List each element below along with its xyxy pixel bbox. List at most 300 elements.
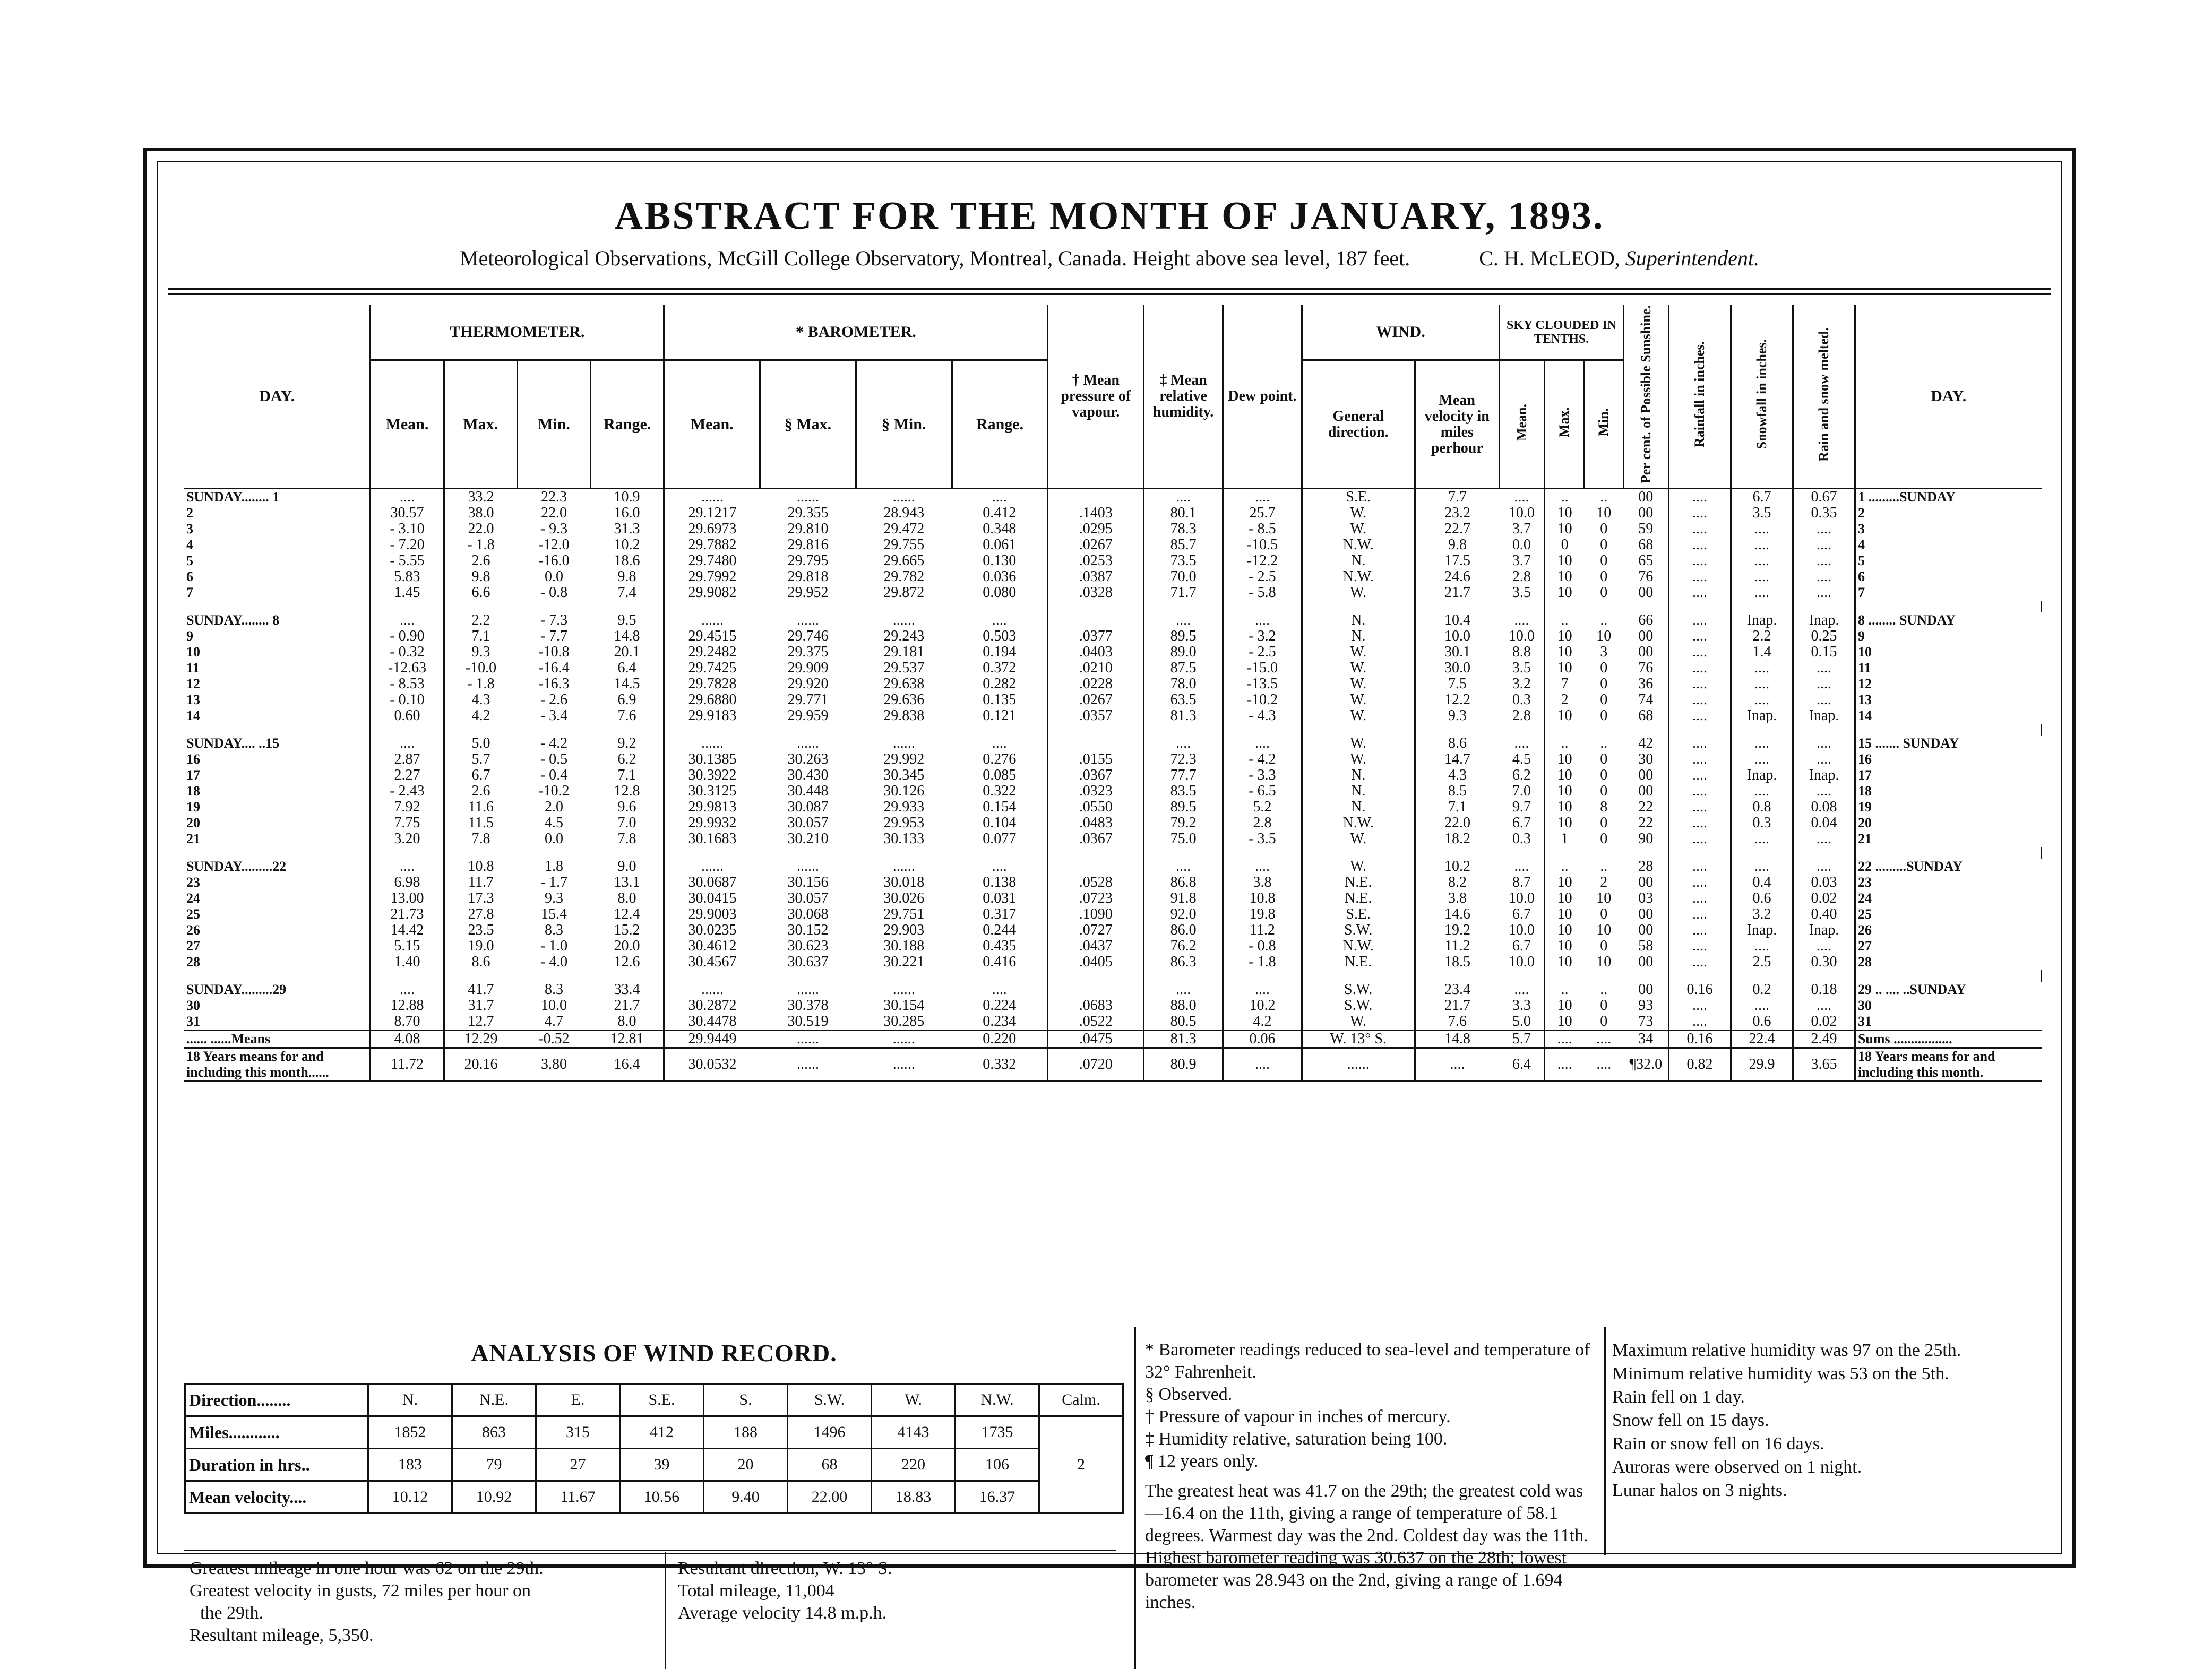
summary-cell: 0.16 (1669, 1031, 1731, 1048)
data-cell: 6.7 (1731, 489, 1793, 506)
data-cell: 30.154 (883, 998, 925, 1014)
summary-rows (184, 1031, 2042, 1082)
footnote-line: ‡ Humidity relative, saturation being 100. (1145, 1429, 1448, 1449)
data-cell: 29.6880 (688, 692, 737, 708)
footnote-line: * Barometer readings reduced to sea-level and temperature of 32° Fahrenheit. (1145, 1340, 1590, 1382)
day-label: 28 (184, 954, 371, 970)
data-cell: 0.224 (952, 998, 1048, 1014)
spacer-cell (1302, 847, 1415, 859)
data-cell: 10.0 (1500, 628, 1545, 644)
data-cell: 30.623 (787, 938, 829, 955)
table-row (184, 489, 2042, 506)
data-cell: .... (1500, 736, 1545, 751)
day-label-right: 1 .........SUNDAY (1857, 489, 1956, 505)
data-cell: .... (1793, 660, 1855, 676)
spacer-cell (1731, 601, 1793, 612)
day-label-right: 15 ....... SUNDAY (1857, 736, 1959, 751)
data-cell: 29.4515 (688, 628, 737, 645)
table-row (184, 982, 2042, 998)
data-cell: 0.416 (952, 954, 1048, 970)
data-cell: -10.8 (538, 644, 570, 661)
data-cell: 41.7 (468, 982, 494, 998)
summary-cell: 0.06 (1223, 1031, 1302, 1048)
data-cell: N. (1302, 767, 1415, 783)
table-row (184, 954, 2042, 970)
day-label: 23 (184, 875, 371, 890)
data-cell: 30.345 (883, 767, 925, 784)
spacer-cell (1624, 724, 1669, 736)
data-cell: 9.8 (591, 569, 664, 585)
data-cell: 91.8 (1144, 890, 1223, 906)
data-cell: 29.9003 (688, 906, 737, 923)
day-label-right: 19 (1857, 799, 1872, 815)
footnote-line: The greatest heat was 41.7 on the 29th; the greatest cold was —16.4 on the 11th, giving a range of temperature of 58.1 degrees. Warmest day was the 2nd. Coldest day was the 11th. Highest barometer reading was 30.637 on the 28th; lowest barometer was 28.943 on the 2nd, giving a range of 1.694 inches. (1145, 1481, 1588, 1612)
resultant-note-line: Average velocity 14.8 m.p.h. (678, 1603, 887, 1623)
wind-note-line: Greatest mileage in one hour was 62 on the 29th. (190, 1559, 544, 1578)
data-cell: 0.6 (1731, 1014, 1793, 1031)
data-cell: 0.3 (1500, 831, 1545, 847)
data-cell: 7.6 (591, 708, 664, 724)
data-cell: 9.7 (1500, 799, 1545, 815)
years-means-row (184, 1048, 2042, 1082)
spacer-cell (1415, 847, 1500, 859)
means-label-right: Sums ................. (1855, 1031, 2041, 1048)
data-cell: 0.194 (952, 644, 1048, 660)
data-cell: 0.080 (952, 585, 1048, 601)
data-cell: 0 (1600, 676, 1608, 693)
data-cell: 0.234 (952, 1014, 1048, 1031)
summary-cell: ...... (856, 1048, 952, 1082)
data-cell: 11.2 (1444, 938, 1470, 955)
data-cell: .... (1500, 612, 1545, 628)
data-cell: .... (1223, 612, 1302, 628)
wind-cell: 18.83 (872, 1481, 956, 1514)
data-cell: .... (1731, 676, 1793, 692)
day-label-right: 11 (1857, 660, 1871, 676)
data-cell: - 5.55 (371, 553, 444, 569)
data-cell (1048, 736, 1144, 751)
table-row (184, 998, 2042, 1014)
summary-cell: .... (1545, 1031, 1584, 1048)
data-cell: .0528 (1048, 875, 1144, 890)
day-label-right: 27 (1857, 938, 1872, 954)
data-cell: 2.6 (471, 553, 490, 569)
data-cell: 0.18 (1793, 982, 1855, 998)
data-cell: 00 (1624, 783, 1669, 799)
header-rule (168, 288, 2051, 290)
wind-note-line: the 29th. (200, 1603, 263, 1623)
day-label-right: 7 (1857, 585, 1865, 601)
data-cell: .... (1731, 692, 1793, 708)
data-cell: 29.355 (787, 505, 829, 522)
data-cell: -13.5 (1223, 676, 1302, 692)
data-cell: 9.3 (544, 890, 563, 907)
data-cell: .... (1731, 751, 1793, 767)
data-cell: 2.8 (1500, 708, 1545, 724)
data-cell: 10.2 (1444, 859, 1471, 875)
spacer-cell (1545, 970, 1584, 982)
data-cell: 0.35 (1793, 505, 1855, 521)
day-label-right: 6 (1857, 569, 1865, 585)
data-cell: 29.959 (787, 708, 829, 724)
summary-cell: ...... (760, 1048, 856, 1082)
data-cell: S.E. (1302, 906, 1415, 922)
data-cell: W. (1302, 751, 1415, 767)
data-cell: 8.3 (544, 922, 563, 939)
data-cell: W. (1302, 521, 1415, 537)
summary-line: Minimum relative humidity was 53 on the 5th. (1612, 1364, 1949, 1383)
data-cell: 9.2 (591, 736, 664, 751)
spacer-cell (952, 724, 1048, 736)
data-cell: 30.068 (787, 906, 829, 923)
day-label-right: 26 (1857, 922, 1872, 938)
data-cell: .... (952, 736, 1048, 751)
data-cell: 3.2 (1500, 676, 1545, 692)
summary-line: Maximum relative humidity was 97 on the 25th. (1612, 1341, 1961, 1360)
summary-cell: .0475 (1048, 1031, 1144, 1048)
data-cell: .... (1669, 553, 1731, 569)
data-cell: 6.7 (471, 767, 490, 784)
data-cell: 0 (1561, 537, 1569, 554)
table-row (184, 521, 2042, 537)
data-cell: 0.031 (952, 890, 1048, 906)
data-cell: W. (1302, 644, 1415, 660)
day-label-right: 25 (1857, 906, 1872, 922)
table-row (184, 612, 2042, 628)
data-cell: - 7.7 (540, 628, 568, 645)
table-row (184, 628, 2042, 644)
data-cell: 0.60 (371, 708, 444, 724)
data-cell: 9.3 (471, 644, 490, 661)
data-cell: 0.0 (544, 569, 563, 585)
day-label: 13 (184, 692, 371, 708)
spacer-cell (1855, 847, 2041, 859)
data-cell: 30.4478 (688, 1014, 737, 1030)
data-cell: W. (1302, 859, 1415, 875)
data-cell: 29.818 (787, 569, 829, 585)
data-cell: - 4.3 (1223, 708, 1302, 724)
wind-cell: E. (536, 1384, 620, 1416)
day-label: 16 (184, 751, 371, 767)
data-cell: .... (1669, 489, 1731, 506)
summary-cell: 3.65 (1793, 1048, 1855, 1082)
spacer-cell (1584, 847, 1623, 859)
data-cell: 0.372 (952, 660, 1048, 676)
col-sunshine (1624, 305, 1669, 489)
data-cell: - 4.2 (1223, 751, 1302, 767)
table-row (184, 815, 2042, 831)
spacer-cell (1669, 847, 1731, 859)
data-cell: .0723 (1048, 890, 1144, 906)
table-row (184, 537, 2042, 553)
data-cell: - 9.3 (540, 521, 568, 538)
data-cell: 0 (1600, 569, 1608, 585)
data-cell: 29.9932 (688, 815, 737, 832)
data-cell: 22.3 (540, 489, 567, 506)
summary-cell: 80.9 (1144, 1048, 1223, 1082)
data-cell: .... (1669, 954, 1731, 970)
spacer-cell (1500, 724, 1545, 736)
data-cell: 10.2 (591, 537, 664, 553)
col-snowfall-label: Snowfall in inches. (1754, 339, 1770, 449)
data-cell: 0 (1600, 938, 1608, 955)
data-cell: - 7.3 (540, 612, 568, 629)
footnote-line: § Observed. (1145, 1385, 1233, 1404)
data-cell: .... (1669, 612, 1731, 628)
spacer-cell (591, 724, 664, 736)
data-cell: 5.0 (1500, 1014, 1545, 1031)
wind-cell: 188 (704, 1416, 788, 1449)
data-cell: 0.322 (952, 783, 1048, 799)
summary-cell: .... (1223, 1048, 1302, 1082)
data-cell: 18.5 (1444, 954, 1471, 971)
spacer-cell (1144, 601, 1223, 612)
subtitle-text: Meteorological Observations, McGill College Observatory, Montreal, Canada. Height above sea level, 187 feet. (460, 246, 1410, 270)
data-cell: 7.8 (591, 831, 664, 847)
data-cell: 85.7 (1144, 537, 1223, 553)
spacer-cell (1584, 601, 1623, 612)
spacer-cell (760, 847, 856, 859)
data-cell: .... (1793, 537, 1855, 553)
col-b-min: § Min. (856, 360, 952, 489)
spacer-cell (444, 847, 517, 859)
summary-line: Auroras were observed on 1 night. (1612, 1457, 1862, 1477)
data-cell: .... (1500, 982, 1545, 998)
col-sky-max-label: Max. (1556, 407, 1572, 438)
data-cell: 3.8 (1448, 890, 1467, 907)
day-label-right: 5 (1857, 553, 1865, 569)
data-cell: N.W. (1302, 815, 1415, 831)
data-cell: W. (1302, 585, 1415, 601)
data-cell: .... (1669, 660, 1731, 676)
data-cell: 8.0 (591, 890, 664, 906)
data-cell: W. (1302, 831, 1415, 847)
data-cell: 0.04 (1793, 815, 1855, 831)
data-cell: - 3.4 (540, 708, 568, 724)
data-cell: 86.0 (1144, 922, 1223, 938)
wind-row-label: Direction........ (185, 1384, 368, 1416)
data-cell: 0.317 (952, 906, 1048, 922)
data-cell: 23.2 (1444, 505, 1471, 522)
day-label-right: 28 (1857, 954, 1872, 970)
summary-cell: .... (1415, 1048, 1500, 1082)
data-cell: - 2.6 (540, 692, 568, 708)
col-rainsnow (1793, 305, 1855, 489)
data-cell: .... (1793, 553, 1855, 569)
data-cell: ...... (796, 489, 819, 506)
wind-cell: 39 (620, 1449, 704, 1481)
data-cell: 90 (1624, 831, 1669, 847)
data-cell: 19.2 (1444, 922, 1471, 939)
data-cell: -12.2 (1223, 553, 1302, 569)
data-cell: 03 (1624, 890, 1669, 906)
spacer-cell (1793, 601, 1855, 612)
data-cell: 3.7 (1500, 553, 1545, 569)
spacer-cell (1415, 601, 1500, 612)
data-cell: .0357 (1048, 708, 1144, 724)
data-cell: .... (1669, 676, 1731, 692)
wind-cell: N.E. (452, 1384, 536, 1416)
summary-line: Rain or snow fell on 16 days. (1612, 1434, 1824, 1454)
summary-cell: 16.4 (591, 1048, 664, 1082)
data-cell: 29.375 (787, 644, 829, 661)
footnote-line: ¶ 12 years only. (1145, 1451, 1259, 1471)
data-cell: 87.5 (1144, 660, 1223, 676)
data-cell: .... (1793, 751, 1855, 767)
data-cell: 30.448 (787, 783, 829, 800)
data-cell: ...... (796, 612, 819, 629)
summary-cell: 12.81 (591, 1031, 664, 1048)
data-cell: 1.8 (544, 859, 563, 875)
spacer-cell (444, 970, 517, 982)
data-cell: .... (1669, 585, 1731, 601)
data-cell: - 4.2 (540, 736, 568, 752)
data-cell: 8.8 (1500, 644, 1545, 660)
data-cell: .... (952, 612, 1048, 628)
data-cell: .. (1600, 489, 1608, 506)
data-cell: 00 (1624, 644, 1669, 660)
data-cell: 7.92 (371, 799, 444, 815)
data-cell: 78.3 (1144, 521, 1223, 537)
data-cell: 7.1 (591, 767, 664, 783)
data-cell: - 2.43 (371, 783, 444, 799)
spacer-cell (952, 970, 1048, 982)
spacer-cell (856, 724, 952, 736)
data-cell: 0.077 (952, 831, 1048, 847)
data-cell: 4.5 (544, 815, 563, 832)
data-cell: .... (371, 982, 444, 998)
data-cell: .. (1600, 982, 1608, 998)
data-cell: 30.378 (787, 998, 829, 1014)
data-cell: .0727 (1048, 922, 1144, 938)
data-cell: 1.40 (371, 954, 444, 970)
spacer-cell (1144, 847, 1223, 859)
data-cell: 2.6 (471, 783, 490, 800)
data-cell: 0.282 (952, 676, 1048, 692)
data-cell: 80.1 (1144, 505, 1223, 521)
data-cell: 89.0 (1144, 644, 1223, 660)
day-label: SUNDAY.... ..15 (184, 736, 371, 751)
data-cell: 10 (1557, 799, 1572, 816)
day-label-right: 23 (1857, 875, 1872, 890)
day-label-right: 14 (1857, 708, 1872, 724)
table-row (184, 799, 2042, 815)
data-cell: 11.7 (468, 875, 494, 891)
data-cell: 38.0 (468, 505, 494, 522)
data-cell: N.W. (1302, 569, 1415, 585)
data-cell: 28 (1624, 859, 1669, 875)
data-cell: 0.40 (1793, 906, 1855, 922)
data-cell: ...... (796, 982, 819, 998)
data-cell: -10.2 (538, 783, 570, 800)
divider-summary (1604, 1327, 1606, 1555)
summary-cell: 29.9 (1731, 1048, 1793, 1082)
data-cell: 79.2 (1144, 815, 1223, 831)
data-cell: 33.4 (591, 982, 664, 998)
data-cell: 10 (1596, 922, 1612, 939)
data-cell: 0 (1600, 521, 1608, 538)
spacer-cell (1731, 970, 1793, 982)
data-cell: 30.0415 (688, 890, 737, 907)
spacer-cell (760, 970, 856, 982)
divider-footer-2 (1134, 1552, 1136, 1669)
data-cell: ...... (892, 982, 915, 998)
data-cell: 10 (1557, 815, 1572, 832)
data-cell: 19.0 (468, 938, 494, 955)
data-cell: .0437 (1048, 938, 1144, 954)
data-cell: 2.2 (1731, 628, 1793, 644)
data-cell: - 1.8 (1223, 954, 1302, 970)
data-cell: 30.3125 (688, 783, 737, 800)
data-cell: W. (1302, 692, 1415, 708)
data-cell: 59 (1624, 521, 1669, 537)
wind-cell: N.W. (956, 1384, 1039, 1416)
data-cell: 0.3 (1731, 815, 1793, 831)
wind-velocity-row (185, 1481, 1123, 1514)
summary-cell: 14.8 (1415, 1031, 1500, 1048)
data-cell: Inap. (1731, 612, 1793, 628)
spacer-cell (664, 970, 760, 982)
means-row (184, 1031, 2042, 1048)
data-cell: 30.519 (787, 1014, 829, 1030)
data-cell: 6.7 (1500, 815, 1545, 831)
data-cell: 29.1217 (688, 505, 737, 522)
day-label: 5 (184, 553, 371, 569)
spacer-cell (444, 724, 517, 736)
spacer-cell (1545, 847, 1584, 859)
data-cell: 22.0 (540, 505, 567, 522)
data-cell: 20.0 (591, 938, 664, 954)
day-label-right: 4 (1857, 537, 1865, 553)
table-row (184, 922, 2042, 938)
data-cell: 30.057 (787, 815, 829, 832)
row-spacer (184, 970, 2042, 982)
day-label: 26 (184, 922, 371, 938)
data-cell: 10 (1596, 890, 1612, 907)
table-row (184, 644, 2042, 660)
table-row (184, 505, 2042, 521)
day-label-right: 30 (1857, 998, 1872, 1014)
table-row (184, 751, 2042, 767)
wind-analysis-title: ANALYSIS OF WIND RECORD. (471, 1339, 837, 1367)
data-cell: 12.2 (1444, 692, 1471, 708)
data-cell: 0.036 (952, 569, 1048, 585)
data-cell: 2 (1600, 875, 1608, 891)
data-cell: 3.7 (1500, 521, 1545, 537)
data-cell: - 7.20 (371, 537, 444, 553)
data-cell: .. (1561, 736, 1569, 752)
data-cell: 76 (1624, 569, 1669, 585)
data-cell: .... (1669, 799, 1731, 815)
data-cell: .... (1669, 692, 1731, 708)
data-cell: 0.348 (952, 521, 1048, 537)
day-label-right: 20 (1857, 815, 1872, 831)
spacer-cell (760, 724, 856, 736)
spacer-cell (1584, 724, 1623, 736)
wind-duration-row (185, 1449, 1123, 1481)
data-cell: 30.152 (787, 922, 829, 939)
summary-cell: 0.82 (1669, 1048, 1731, 1082)
data-cell: 30.3922 (688, 767, 737, 784)
data-cell: .... (1669, 859, 1731, 875)
spacer-cell (1223, 847, 1302, 859)
data-cell: .... (1669, 890, 1731, 906)
data-cell: 8.6 (471, 954, 490, 971)
spacer-cell (1302, 724, 1415, 736)
wind-cell: 16.37 (956, 1481, 1039, 1514)
wind-cell: 79 (452, 1449, 536, 1481)
wind-cell: S.E. (620, 1384, 704, 1416)
